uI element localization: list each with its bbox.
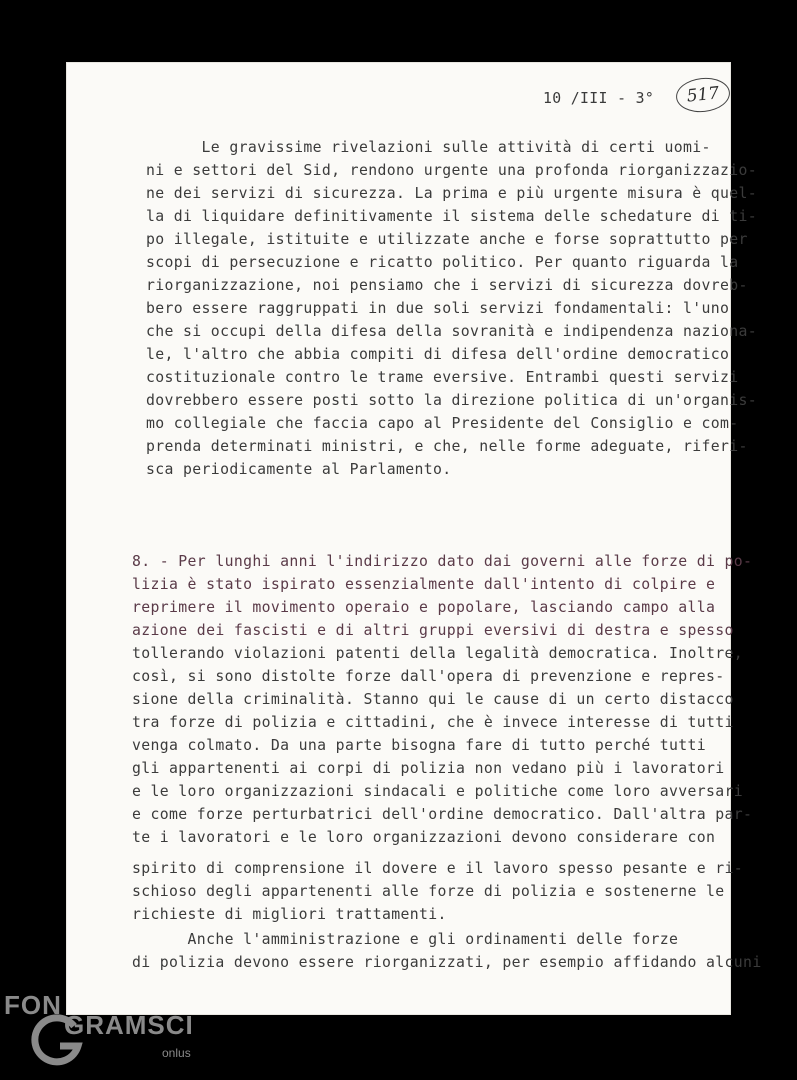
logo-gramsci-text: GRAMSCI	[64, 1010, 194, 1040]
text-line: spirito di comprensione il dovere e il lavoro spesso pesante e ri-	[132, 860, 744, 877]
text-line: gli appartenenti ai corpi di polizia non vedano più i lavoratori	[132, 760, 725, 777]
text-line: te i lavoratori e le loro organizzazioni devono considerare con	[132, 829, 716, 846]
fondazione-gramsci-logo	[0, 990, 200, 1080]
text-line: lizia è stato ispirato essenzialmente dall'intento di colpire e	[132, 576, 716, 593]
text-line: e le loro organizzazioni sindacali e politiche come loro avversari	[132, 783, 744, 800]
text-line: tollerando violazioni patenti della legalità democratica. Inoltre,	[132, 645, 744, 662]
text-line: dovrebbero essere posti sotto la direzione politica di un'organis-	[146, 392, 758, 409]
text-line: e come forze perturbatrici dell'ordine democratico. Dall'altra par-	[132, 806, 753, 823]
text-line: sione della criminalità. Stanno qui le cause di un certo distacco	[132, 691, 734, 708]
page-reference: 10 /III - 3°	[543, 90, 655, 107]
text-line: po illegale, istituite e utilizzate anche e forse soprattutto per	[146, 231, 748, 248]
text-line: richieste di migliori trattamenti.	[132, 906, 447, 923]
logo-onlus-text: onlus	[162, 1046, 191, 1060]
text-line: ne dei servizi di sicurezza. La prima e più urgente misura è quel-	[146, 185, 758, 202]
text-line: mo collegiale che faccia capo al Presidente del Consiglio e com-	[146, 415, 739, 432]
document-page	[66, 62, 762, 1015]
text-line: Anche l'amministrazione e gli ordinamenti delle forze	[132, 931, 679, 948]
text-line: costituzionale contro le trame eversive. Entrambi questi servizi	[146, 369, 739, 386]
text-line: che si occupi della difesa della sovranità e indipendenza naziona-	[146, 323, 758, 340]
text-line: così, si sono distolte forze dall'opera di prevenzione e repres-	[132, 668, 725, 685]
text-line: reprimere il movimento operaio e popolare, lasciando campo alla	[132, 599, 716, 616]
text-line: riorganizzazione, noi pensiamo che i servizi di sicurezza dovreb-	[146, 277, 748, 294]
text-line: sca periodicamente al Parlamento.	[146, 461, 452, 478]
text-line: ni e settori del Sid, rendono urgente una profonda riorganizzazio-	[146, 162, 758, 179]
handwritten-page-number: 517	[674, 75, 731, 114]
text-line: schioso degli appartenenti alle forze di polizia e sostenerne le	[132, 883, 725, 900]
text-line: le, l'altro che abbia compiti di difesa dell'ordine democratico	[146, 346, 730, 363]
text-line: venga colmato. Da una parte bisogna fare di tutto perché tutti	[132, 737, 707, 754]
text-line: scopi di persecuzione e ricatto politico. Per quanto riguarda la	[146, 254, 739, 271]
text-line: la di liquidare definitivamente il sistema delle schedature di ti-	[146, 208, 758, 225]
logo-fon-text: FON	[4, 990, 62, 1020]
text-line: azione dei fascisti e di altri gruppi eversivi di destra e spesso	[132, 622, 734, 639]
text-line: Le gravissime rivelazioni sulle attività di certi uomi-	[146, 139, 711, 156]
text-line: tra forze di polizia e cittadini, che è invece interesse di tutti	[132, 714, 734, 731]
text-line: 8. - Per lunghi anni l'indirizzo dato dai governi alle forze di po-	[132, 553, 753, 570]
text-line: bero essere raggruppati in due soli servizi fondamentali: l'uno	[146, 300, 730, 317]
text-line: prenda determinati ministri, e che, nelle forme adeguate, riferi-	[146, 438, 748, 455]
text-line: di polizia devono essere riorganizzati, per esempio affidando alcuni	[132, 954, 762, 971]
